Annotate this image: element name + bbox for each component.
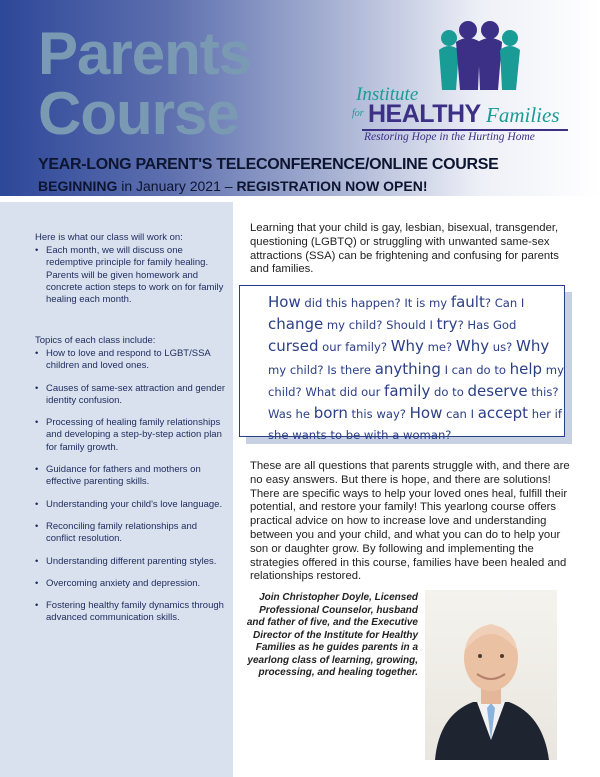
quote-segment: my child?	[268, 362, 564, 399]
quote-segment: this way?	[347, 407, 410, 422]
subhead-beginning: BEGINNING	[38, 178, 118, 194]
sidebar-heading-topics: Topics of each class include:	[35, 335, 156, 346]
list-item: • Understanding different parenting styles.	[35, 556, 225, 568]
quote-emphasis: change	[268, 315, 324, 334]
quote-emphasis: try	[436, 315, 458, 334]
quote-segment: us?	[489, 340, 517, 355]
quote-segment: this? Was he	[268, 384, 559, 422]
quote-segment: our family?	[318, 340, 391, 355]
institute-logo	[348, 20, 578, 142]
presenter-portrait-icon	[425, 590, 557, 760]
quote-segment: her if she wants to be with a woman?	[268, 407, 562, 443]
work-list	[35, 245, 225, 316]
list-item: • Processing of healing family relationships and developing a step-by-step action plan for family growth.	[35, 417, 225, 454]
list-item: • Understanding your child's love language.	[35, 499, 225, 511]
quote-emphasis: born	[313, 404, 348, 423]
quote-emphasis: anything	[374, 359, 441, 378]
quote-segment: I can do to	[440, 362, 510, 377]
list-item: • Fostering healthy family dynamics through advanced communication skills.	[35, 600, 225, 625]
list-item: • Overcoming anxiety and depression.	[35, 578, 225, 590]
list-item: • Each month, we will discuss one redemptive principle for family healing. Parents will be given homework and concrete action steps to work on for family healing each month.	[35, 245, 225, 306]
header-banner	[0, 0, 600, 196]
logo-word-for: for	[352, 108, 364, 119]
quote-segment: What did our	[305, 384, 385, 399]
intro-paragraph: Learning that your child is gay, lesbian, bisexual, transgender, questioning (LGBTQ) or struggling with unwanted same-sex attractions (SSA) can be frightening and confusing for parents and families.	[250, 222, 559, 276]
subhead-registration: REGISTRATION NOW OPEN!	[236, 178, 428, 194]
registration-subheading	[38, 178, 428, 194]
logo-word-healthy: HEALTHY	[368, 100, 481, 128]
logo-tagline: Restoring Hope in the Hurting Home	[364, 131, 535, 143]
body-paragraph: These are all questions that parents struggle with, and there are no easy answers. But there is hope, and there are solutions! There are specific ways to help your loved ones heal, fulfill their potential, and restore your family! This yearlong course offers practical advice on how to increase love and understanding between you and your child, and what you can do to help your son or daughter grow. By following and implementing the strategies offered in this course, families have been healed and relationships restored.	[250, 460, 570, 583]
quote-emphasis: cursed	[268, 337, 319, 356]
list-item: • Causes of same-sex attraction and gender identity confusion.	[35, 383, 225, 408]
quote-segment: me?	[423, 340, 456, 355]
page-title-line1: Parents	[38, 20, 252, 87]
logo-word-families: Families	[486, 103, 560, 127]
page-title-line2: Course	[38, 80, 239, 147]
quote-emphasis: How	[409, 404, 443, 423]
photo-caption: Join Christopher Doyle, Licensed Professional Counselor, husband and father of five, and the Executive Director of the Institute for Healthy Families as he guides parents in a yearlong class of learning, growing, processing, and healing together.	[246, 592, 418, 678]
quote-segment: my child? Should I	[323, 318, 437, 333]
quote-segment: ? Can I	[484, 296, 525, 310]
list-item: • How to love and respond to LGBT/SSA children and loved ones.	[35, 348, 225, 373]
quote-segment: did this happen? It is my	[300, 296, 451, 310]
quote-emphasis: Why	[390, 337, 424, 356]
quote-emphasis: How	[268, 293, 301, 311]
logo-word-institute: Institute	[356, 84, 419, 105]
quote-segment: can I	[442, 407, 478, 422]
quote-segment: Is there	[327, 362, 375, 377]
parent-questions-quote	[268, 292, 568, 446]
course-subheading: YEAR-LONG PARENT'S TELECONFERENCE/ONLINE COURSE	[38, 156, 499, 173]
quote-emphasis: help	[509, 359, 543, 378]
quote-emphasis: accept	[477, 404, 529, 423]
subhead-date: in January 2021 –	[117, 178, 237, 194]
quote-emphasis: fault	[450, 293, 485, 311]
quote-segment: my child?	[268, 362, 328, 377]
presenter-photo	[425, 590, 557, 760]
sidebar-heading-work: Here is what our class will work on:	[35, 232, 183, 243]
list-item: • Guidance for fathers and mothers on effective parenting skills.	[35, 464, 225, 489]
list-item: • Reconciling family relationships and conflict resolution.	[35, 521, 225, 546]
quote-emphasis: Why	[455, 337, 490, 356]
quote-segment: ? Has God	[457, 318, 517, 333]
sidebar-panel	[0, 202, 233, 777]
family-figures-icon	[434, 20, 524, 92]
quote-emphasis: deserve	[467, 381, 528, 400]
quote-emphasis: Why	[516, 337, 550, 356]
topics-list	[35, 348, 225, 635]
quote-segment: do to	[430, 384, 468, 399]
quote-emphasis: family	[384, 381, 431, 400]
